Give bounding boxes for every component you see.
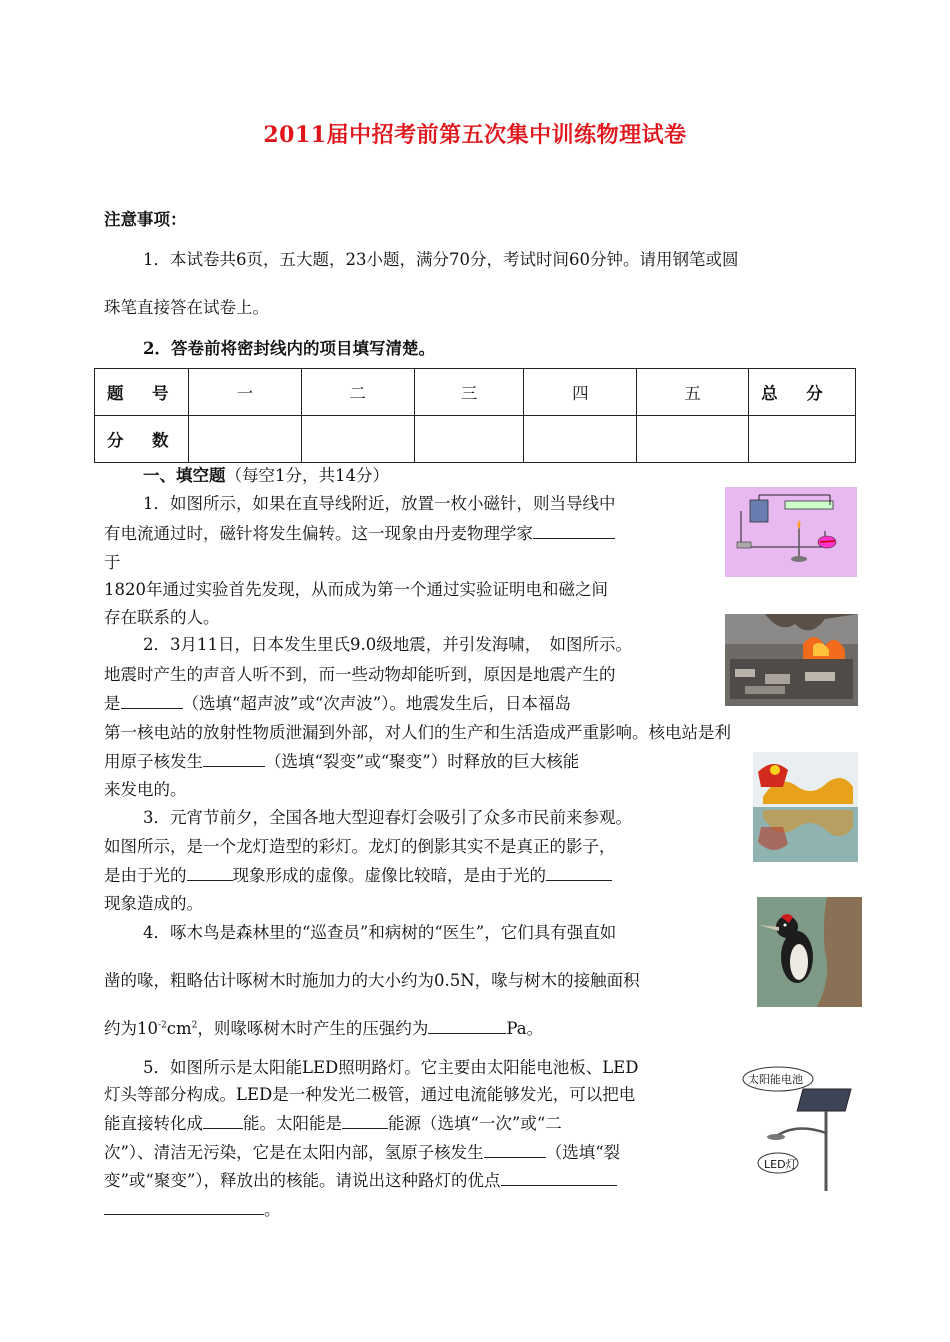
answer-blank[interactable] — [428, 1019, 506, 1034]
q5-line: 5．如图所示是太阳能LED照明路灯。它主要由太阳能电池板、LED — [143, 1058, 639, 1077]
score-table-cell: 题 号 — [95, 369, 189, 416]
woodpecker-photo — [757, 897, 862, 1007]
score-table-cell: 总 分 — [749, 369, 856, 416]
section-heading — [143, 462, 389, 486]
q3-line: 3．元宵节前夕，全国各地大型迎春灯会吸引了众多市民前来参观。 — [143, 808, 632, 827]
circuit-compass-image — [725, 487, 857, 577]
answer-blank[interactable] — [546, 866, 612, 881]
solar-panel-label: 太阳能电池 — [748, 1073, 803, 1086]
q2-line: 来发电的。 — [104, 780, 187, 799]
q4-line: 4．啄木鸟是森林里的“巡查员”和病树的“医生”，它们具有强直如 — [143, 923, 617, 942]
q5-line: 。 — [104, 1196, 281, 1220]
answer-blank[interactable] — [121, 694, 183, 709]
score-table — [94, 368, 856, 463]
dragon-lantern-photo — [753, 752, 858, 862]
answer-blank[interactable] — [203, 752, 265, 767]
answer-blank[interactable] — [484, 1143, 546, 1158]
score-table-cell: 四 — [524, 369, 637, 416]
notice-heading: 注意事项： — [104, 210, 187, 229]
answer-blank[interactable] — [187, 866, 233, 881]
score-table-cell: 五 — [637, 369, 749, 416]
q2-line: 第一核电站的放射性物质泄漏到外部，对人们的生产和生活造成严重影响。核电站是利 — [104, 723, 731, 742]
led-lamp-label: LED灯 — [764, 1158, 797, 1171]
q2-line: 2．3月11日，日本发生里氏9.0级地震，并引发海啸， 如图所示。 — [143, 635, 632, 654]
q1-line: 有电流通过时，磁针将发生偏转。这一现象由丹麦物理学家 — [104, 520, 615, 544]
answer-blank[interactable] — [501, 1171, 617, 1186]
q4-line: 凿的喙，粗略估计啄树木时施加力的大小约为0.5N，喙与树木的接触面积 — [104, 971, 640, 990]
answer-blank[interactable] — [203, 1114, 243, 1129]
q2-line: 用原子核发生 （选填“裂变”或“聚变”）时释放的巨大核能 — [104, 752, 580, 771]
score-table-cell: 三 — [414, 369, 524, 416]
score-input-cell[interactable] — [301, 416, 414, 463]
q3-line: 如图所示，是一个龙灯造型的彩灯。龙灯的倒影其实不是真正的影子， — [104, 837, 616, 856]
q1-line: 存在联系的人。 — [104, 608, 220, 627]
page-title: 2011届中招考前第五次集中训练物理试卷 — [263, 122, 687, 148]
score-table-score-row — [95, 416, 856, 463]
q3-line: 现象造成的。 — [104, 894, 203, 913]
score-input-cell[interactable] — [637, 416, 749, 463]
answer-blank[interactable] — [104, 1200, 264, 1215]
notice-item-1-cont: 珠笔直接答在试卷上。 — [104, 298, 269, 317]
score-table-cell: 分 数 — [95, 416, 189, 463]
section-title: 一、填空题 — [143, 466, 226, 485]
q5-line: 能直接转化成 能。太阳能是 能源（选填“一次”或“二 — [104, 1114, 562, 1133]
score-input-cell[interactable] — [524, 416, 637, 463]
answer-blank[interactable] — [342, 1114, 388, 1129]
q1-line: 1．如图所示，如果在直导线附近，放置一枚小磁针，则当导线中 — [143, 494, 616, 513]
notice-item-2: 2．答卷前将密封线内的项目填写清楚。 — [143, 339, 435, 358]
score-input-cell[interactable] — [749, 416, 856, 463]
q2-line: 是 （选填“超声波”或“次声波”）。地震发生后，日本福岛 — [104, 694, 571, 713]
answer-blank[interactable] — [533, 524, 615, 539]
q3-line: 是由于光的 现象形成的虚像。虚像比较暗，是由于光的 — [104, 862, 612, 886]
q5-line: 灯头等部分构成。LED是一种发光二极管，通过电流能够发光，可以把电 — [104, 1085, 636, 1104]
notice-item-1: 1．本试卷共6页，五大题，23小题，满分70分，考试时间60分钟。请用钢笔或圆 — [143, 250, 739, 269]
q4-line: 约为$10^{-2}cm^2$，则喙啄树木时产生的压强约为 Pa。 — [104, 1019, 544, 1038]
section-note: （每空1分，共14分） — [225, 466, 389, 485]
score-input-cell[interactable] — [414, 416, 524, 463]
q2-line: 地震时产生的声音人听不到，而一些动物却能听到，原因是地震产生的 — [104, 665, 616, 684]
q5-line: 变”或“聚变”），释放出的核能。请说出这种路灯的优点 — [104, 1167, 617, 1191]
q1-line: 于 — [104, 553, 121, 572]
q1-line: 1820年通过实验首先发现，从而成为第一个通过实验证明电和磁之间 — [104, 580, 608, 599]
score-table-header-row — [95, 369, 856, 416]
score-input-cell[interactable] — [188, 416, 301, 463]
q5-line: 次”）、清洁无污染，它是在太阳内部，氢原子核发生 （选填“裂 — [104, 1143, 621, 1162]
solar-led-streetlight-image — [738, 1063, 863, 1193]
score-table-cell: 二 — [301, 369, 414, 416]
earthquake-photo — [725, 614, 858, 706]
score-table-cell: 一 — [188, 369, 301, 416]
